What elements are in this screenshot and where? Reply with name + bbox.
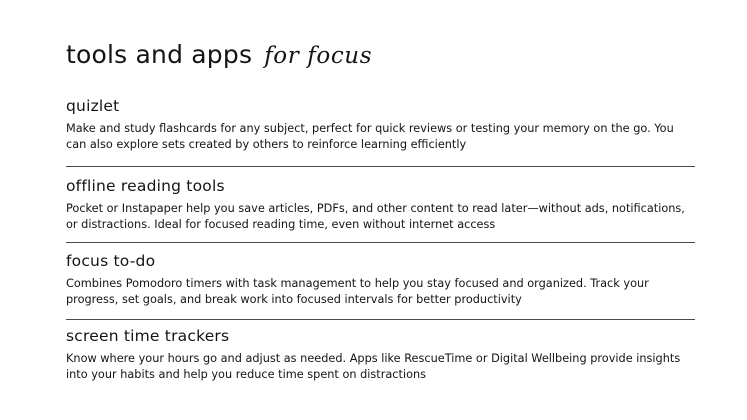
section-heading: offline reading tools [66, 177, 225, 195]
section-body: Pocket or Instapaper help you save articles, PDFs, and other content to read later—without ads, notifications, or distractions. Ideal for focused reading time, even without internet access [66, 202, 685, 231]
section-screen-time-trackers [66, 326, 695, 382]
page-title [66, 40, 372, 69]
section-divider [66, 166, 695, 167]
section-body: Know where your hours go and adjust as needed. Apps like RescueTime or Digital Wellbeing provide insights into your habits and help you reduce time spent on distractions [66, 352, 681, 381]
section-heading: focus to-do [66, 252, 156, 270]
section-focus-to-do [66, 251, 695, 307]
title-script-text: for focus [264, 43, 373, 69]
section-offline-reading-tools [66, 176, 695, 232]
section-divider [66, 319, 695, 320]
section-heading: quizlet [66, 97, 120, 115]
section-quizlet [66, 96, 695, 152]
section-body: Combines Pomodoro timers with task management to help you stay focused and organized. Track your progress, set goals, and break work into focused intervals for better productivity [66, 277, 649, 306]
section-heading: screen time trackers [66, 327, 230, 345]
section-body: Make and study flashcards for any subject, perfect for quick reviews or testing your memory on the go. You can also explore sets created by others to reinforce learning efficiently [66, 122, 674, 151]
section-divider [66, 242, 695, 243]
title-main-text: tools and apps [66, 40, 253, 69]
